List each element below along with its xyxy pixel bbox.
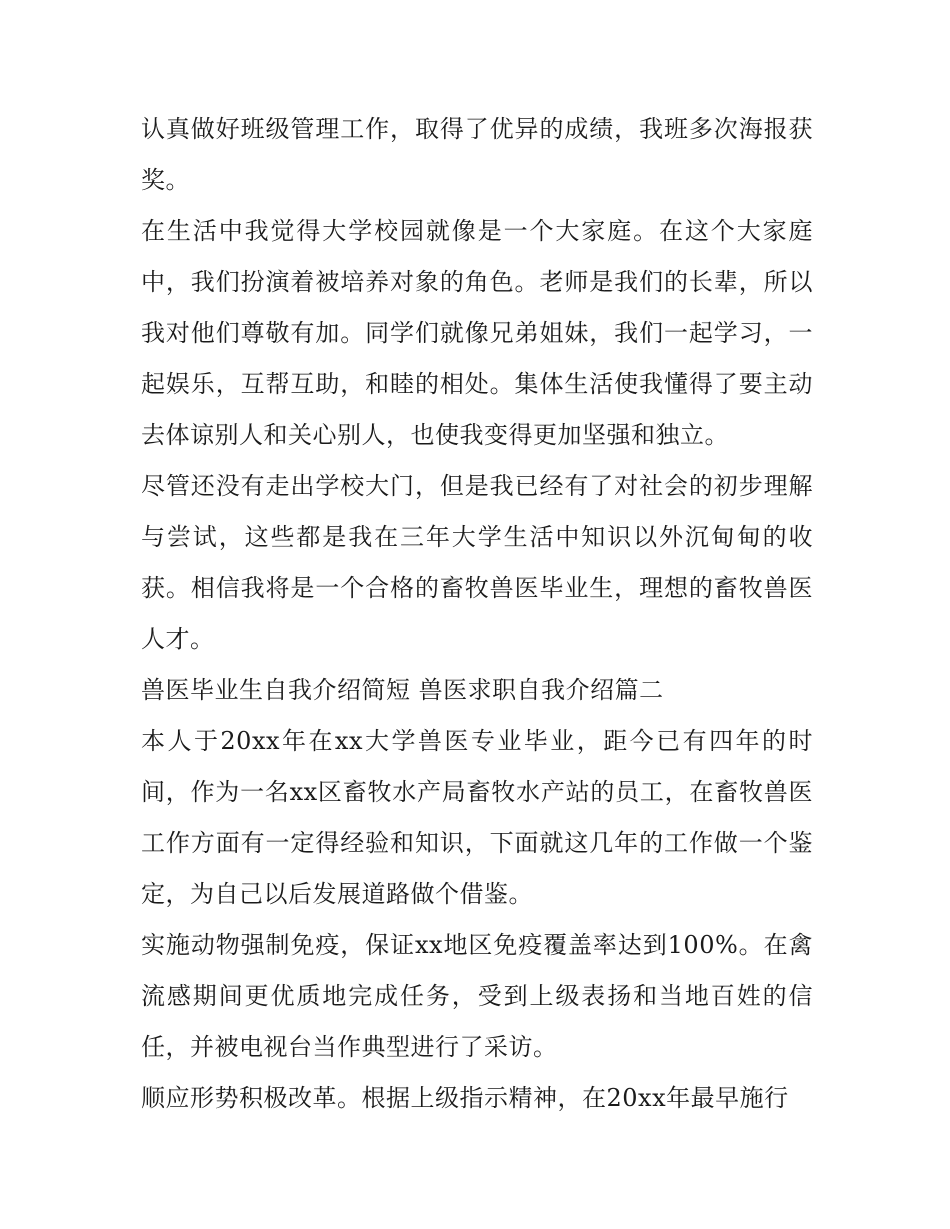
paragraph-reform: 顺应形势积极改革。根据上级指示精神，在20xx年最早施行 — [141, 1084, 789, 1112]
paragraph-social-understanding: 尽管还没有走出学校大门，但是我已经有了对社会的初步理解与尝试，这些都是我在三年大学生活中知识以外沉甸甸的收获。相信我将是一个合格的畜牧兽医毕业生，理想的畜牧兽医人才。 — [141, 472, 813, 653]
paragraph-graduation-intro: 本人于20xx年在xx大学兽医专业毕业，距今已有四年的时间，作为一名xx区畜牧水产局畜牧水产站的员工，在畜牧兽医工作方面有一定得经验和知识，下面就这几年的工作做一个鉴定，为自己以后发展道路做个借鉴。 — [141, 727, 813, 908]
paragraph-immunization: 实施动物强制免疫，保证xx地区免疫覆盖率达到100%。在禽流感期间更优质地完成任务，受到上级表扬和当地百姓的信任，并被电视台当作典型进行了采访。 — [141, 931, 813, 1061]
paragraph-class-management: 认真做好班级管理工作，取得了优异的成绩，我班多次海报获奖。 — [141, 115, 813, 194]
section-heading: 兽医毕业生自我介绍简短 兽医求职自我介绍篇二 — [141, 676, 664, 704]
paragraph-campus-life: 在生活中我觉得大学校园就像是一个大家庭。在这个大家庭中，我们扮演着被培养对象的角色。老师是我们的长辈，所以我对他们尊敬有加。同学们就像兄弟姐妹，我们一起学习，一起娱乐，互帮互助，和睦的相处。集体生活使我懂得了要主动去体谅别人和关心别人，也使我变得更加坚强和独立。 — [141, 217, 813, 449]
document-body — [141, 104, 813, 1124]
